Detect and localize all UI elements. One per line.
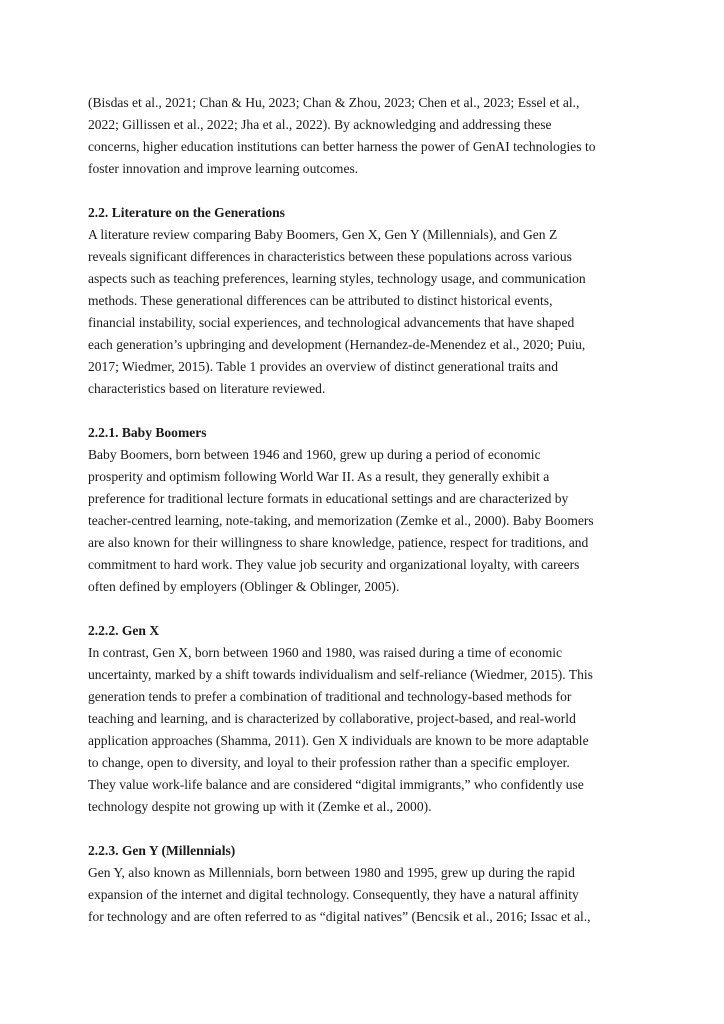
text-line: aspects such as teaching preferences, learning styles, technology usage, and communication [88, 271, 586, 286]
text-line: methods. These generational differences can be attributed to distinct historical events, [88, 293, 553, 308]
text-line: are also known for their willingness to share knowledge, patience, respect for traditions, and [88, 535, 589, 550]
text-line: technology despite not growing up with it (Zemke et al., 2000). [88, 799, 432, 814]
section-gen-x [88, 620, 636, 818]
paragraph-gap [88, 400, 636, 422]
document-page [88, 92, 636, 928]
text-line: teacher-centred learning, note-taking, and memorization (Zemke et al., 2000). Baby Boomers [88, 513, 594, 528]
paragraph-gap [88, 818, 636, 840]
text-line: often defined by employers (Oblinger & Oblinger, 2005). [88, 579, 400, 594]
text-line: teaching and learning, and is characterized by collaborative, project-based, and real-world [88, 711, 576, 726]
section-baby-boomers [88, 422, 636, 598]
section-heading: 2.2. Literature on the Generations [88, 205, 285, 220]
text-line: uncertainty, marked by a shift towards individualism and self-reliance (Wiedmer, 2015). This [88, 667, 593, 682]
text-line: They value work-life balance and are considered “digital immigrants,” who confidently use [88, 777, 584, 792]
paragraph-gap [88, 598, 636, 620]
text-line: application approaches (Shamma, 2011). Gen X individuals are known to be more adaptable [88, 733, 589, 748]
text-line: expansion of the internet and digital technology. Consequently, they have a natural affinity [88, 887, 579, 902]
text-line: (Bisdas et al., 2021; Chan & Hu, 2023; Chan & Zhou, 2023; Chen et al., 2023; Essel et al., [88, 95, 580, 110]
text-line: In contrast, Gen X, born between 1960 and 1980, was raised during a time of economic [88, 645, 563, 660]
paragraph-intro [88, 92, 636, 180]
text-line: to change, open to diversity, and loyal to their profession rather than a specific employer. [88, 755, 570, 770]
text-line: foster innovation and improve learning outcomes. [88, 161, 359, 176]
subsection-heading: 2.2.1. Baby Boomers [88, 425, 207, 440]
text-line: 2022; Gillissen et al., 2022; Jha et al., 2022). By acknowledging and addressing these [88, 117, 552, 132]
text-line: each generation’s upbringing and development (Hernandez-de-Menendez et al., 2020; Puiu, [88, 337, 586, 352]
text-line: generation tends to prefer a combination of traditional and technology-based methods for [88, 689, 572, 704]
section-gen-y [88, 840, 636, 928]
text-line: A literature review comparing Baby Boomers, Gen X, Gen Y (Millennials), and Gen Z [88, 227, 558, 242]
text-line: reveals significant differences in characteristics between these populations across various [88, 249, 572, 264]
text-line: preference for traditional lecture formats in educational settings and are characterized by [88, 491, 569, 506]
text-line: financial instability, social experiences, and technological advancements that have shaped [88, 315, 575, 330]
text-line: concerns, higher education institutions can better harness the power of GenAI technologies to [88, 139, 596, 154]
text-line: characteristics based on literature reviewed. [88, 381, 326, 396]
text-line: for technology and are often referred to as “digital natives” (Bencsik et al., 2016; Issac et al., [88, 909, 591, 924]
text-line: prosperity and optimism following World War II. As a result, they generally exhibit a [88, 469, 550, 484]
paragraph-gap [88, 180, 636, 202]
text-line: commitment to hard work. They value job security and organizational loyalty, with careers [88, 557, 580, 572]
subsection-heading: 2.2.3. Gen Y (Millennials) [88, 843, 236, 858]
text-line: Gen Y, also known as Millennials, born between 1980 and 1995, grew up during the rapid [88, 865, 575, 880]
subsection-heading: 2.2.2. Gen X [88, 623, 160, 638]
section-generations [88, 202, 636, 400]
text-line: 2017; Wiedmer, 2015). Table 1 provides an overview of distinct generational traits and [88, 359, 558, 374]
text-line: Baby Boomers, born between 1946 and 1960, grew up during a period of economic [88, 447, 541, 462]
